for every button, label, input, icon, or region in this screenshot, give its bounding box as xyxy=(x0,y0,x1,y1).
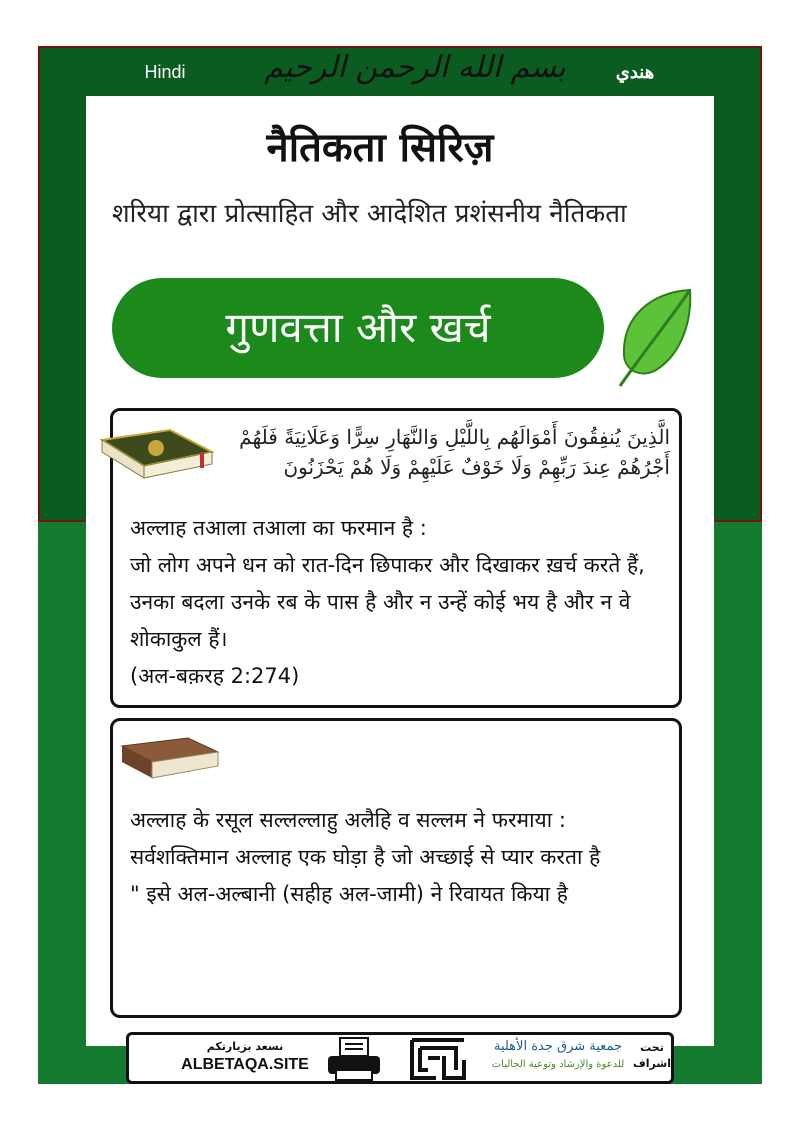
quran-reference: (अल-बक़रह 2:274) xyxy=(130,664,300,688)
series-title: नैतिकता सिरिज़ xyxy=(266,125,494,171)
footer-visit-text: نسعد بزيارتكم xyxy=(206,1040,284,1053)
supervision-label: تحت اشراف xyxy=(633,1041,671,1070)
hadith-book-icon xyxy=(118,732,222,782)
quran-translation: जो लोग अपने धन को रात-दिन छिपाकर और दिखाकर ख़र्च करते हैं, उनका बदला उनके रब के पास है और न उन्हें कोई भय है और न वे शोकाकुल हैं। xyxy=(130,553,645,651)
quran-book-icon xyxy=(96,422,216,482)
printer-icon[interactable] xyxy=(324,1036,384,1082)
organization-logo xyxy=(488,1038,628,1074)
series-subtitle: शरिया द्वारा प्रोत्साहित और आदेशित प्रशंसनीय नैतिकता xyxy=(112,199,627,229)
hadith-intro: अल्लाह के रसूल सल्लल्लाहु अलैहि व सल्लम ने फरमाया : xyxy=(130,808,566,832)
quran-intro: अल्लाह तआला तआला का फरमान है : xyxy=(130,516,427,540)
footer-site-link[interactable]: ALBETAQA.SITE xyxy=(181,1056,309,1073)
calligraphy-logo-icon xyxy=(410,1036,466,1082)
topic-title: गुणवत्ता और खर्च xyxy=(112,278,604,378)
hadith-text: सर्वशक्तिमान अल्लाह एक घोड़ा है जो अच्छाई से प्यार करता है xyxy=(130,845,601,869)
leaf-icon xyxy=(612,286,694,390)
language-label-arabic: هندي xyxy=(615,62,655,82)
bismillah-calligraphy: بسم الله الرحمن الرحيم xyxy=(264,50,566,85)
organization-description: للدعوة والإرشاد وتوعية الجاليات xyxy=(491,1059,625,1070)
quran-verse-body xyxy=(130,510,670,695)
organization-name: جمعية شرق جدة الأهلية xyxy=(493,1039,622,1054)
hadith-source: " इसे अल-अल्बानी (सहीह अल-जामी) ने रिवायत किया है xyxy=(130,882,568,906)
hadith-body xyxy=(130,802,670,913)
language-label-english: Hindi xyxy=(144,62,186,82)
quran-verse-arabic: الَّذِينَ يُنفِقُونَ أَمْوَالَهُم بِاللَّيْلِ وَالنَّهَارِ سِرًّا وَعَلَانِيَةً فَلَهُمْ أَجْرُهُمْ عِندَ رَبِّهِمْ وَلَا خَوْفٌ عَلَيْهِمْ وَلَا هُمْ يَحْزَنُونَ xyxy=(239,425,670,479)
